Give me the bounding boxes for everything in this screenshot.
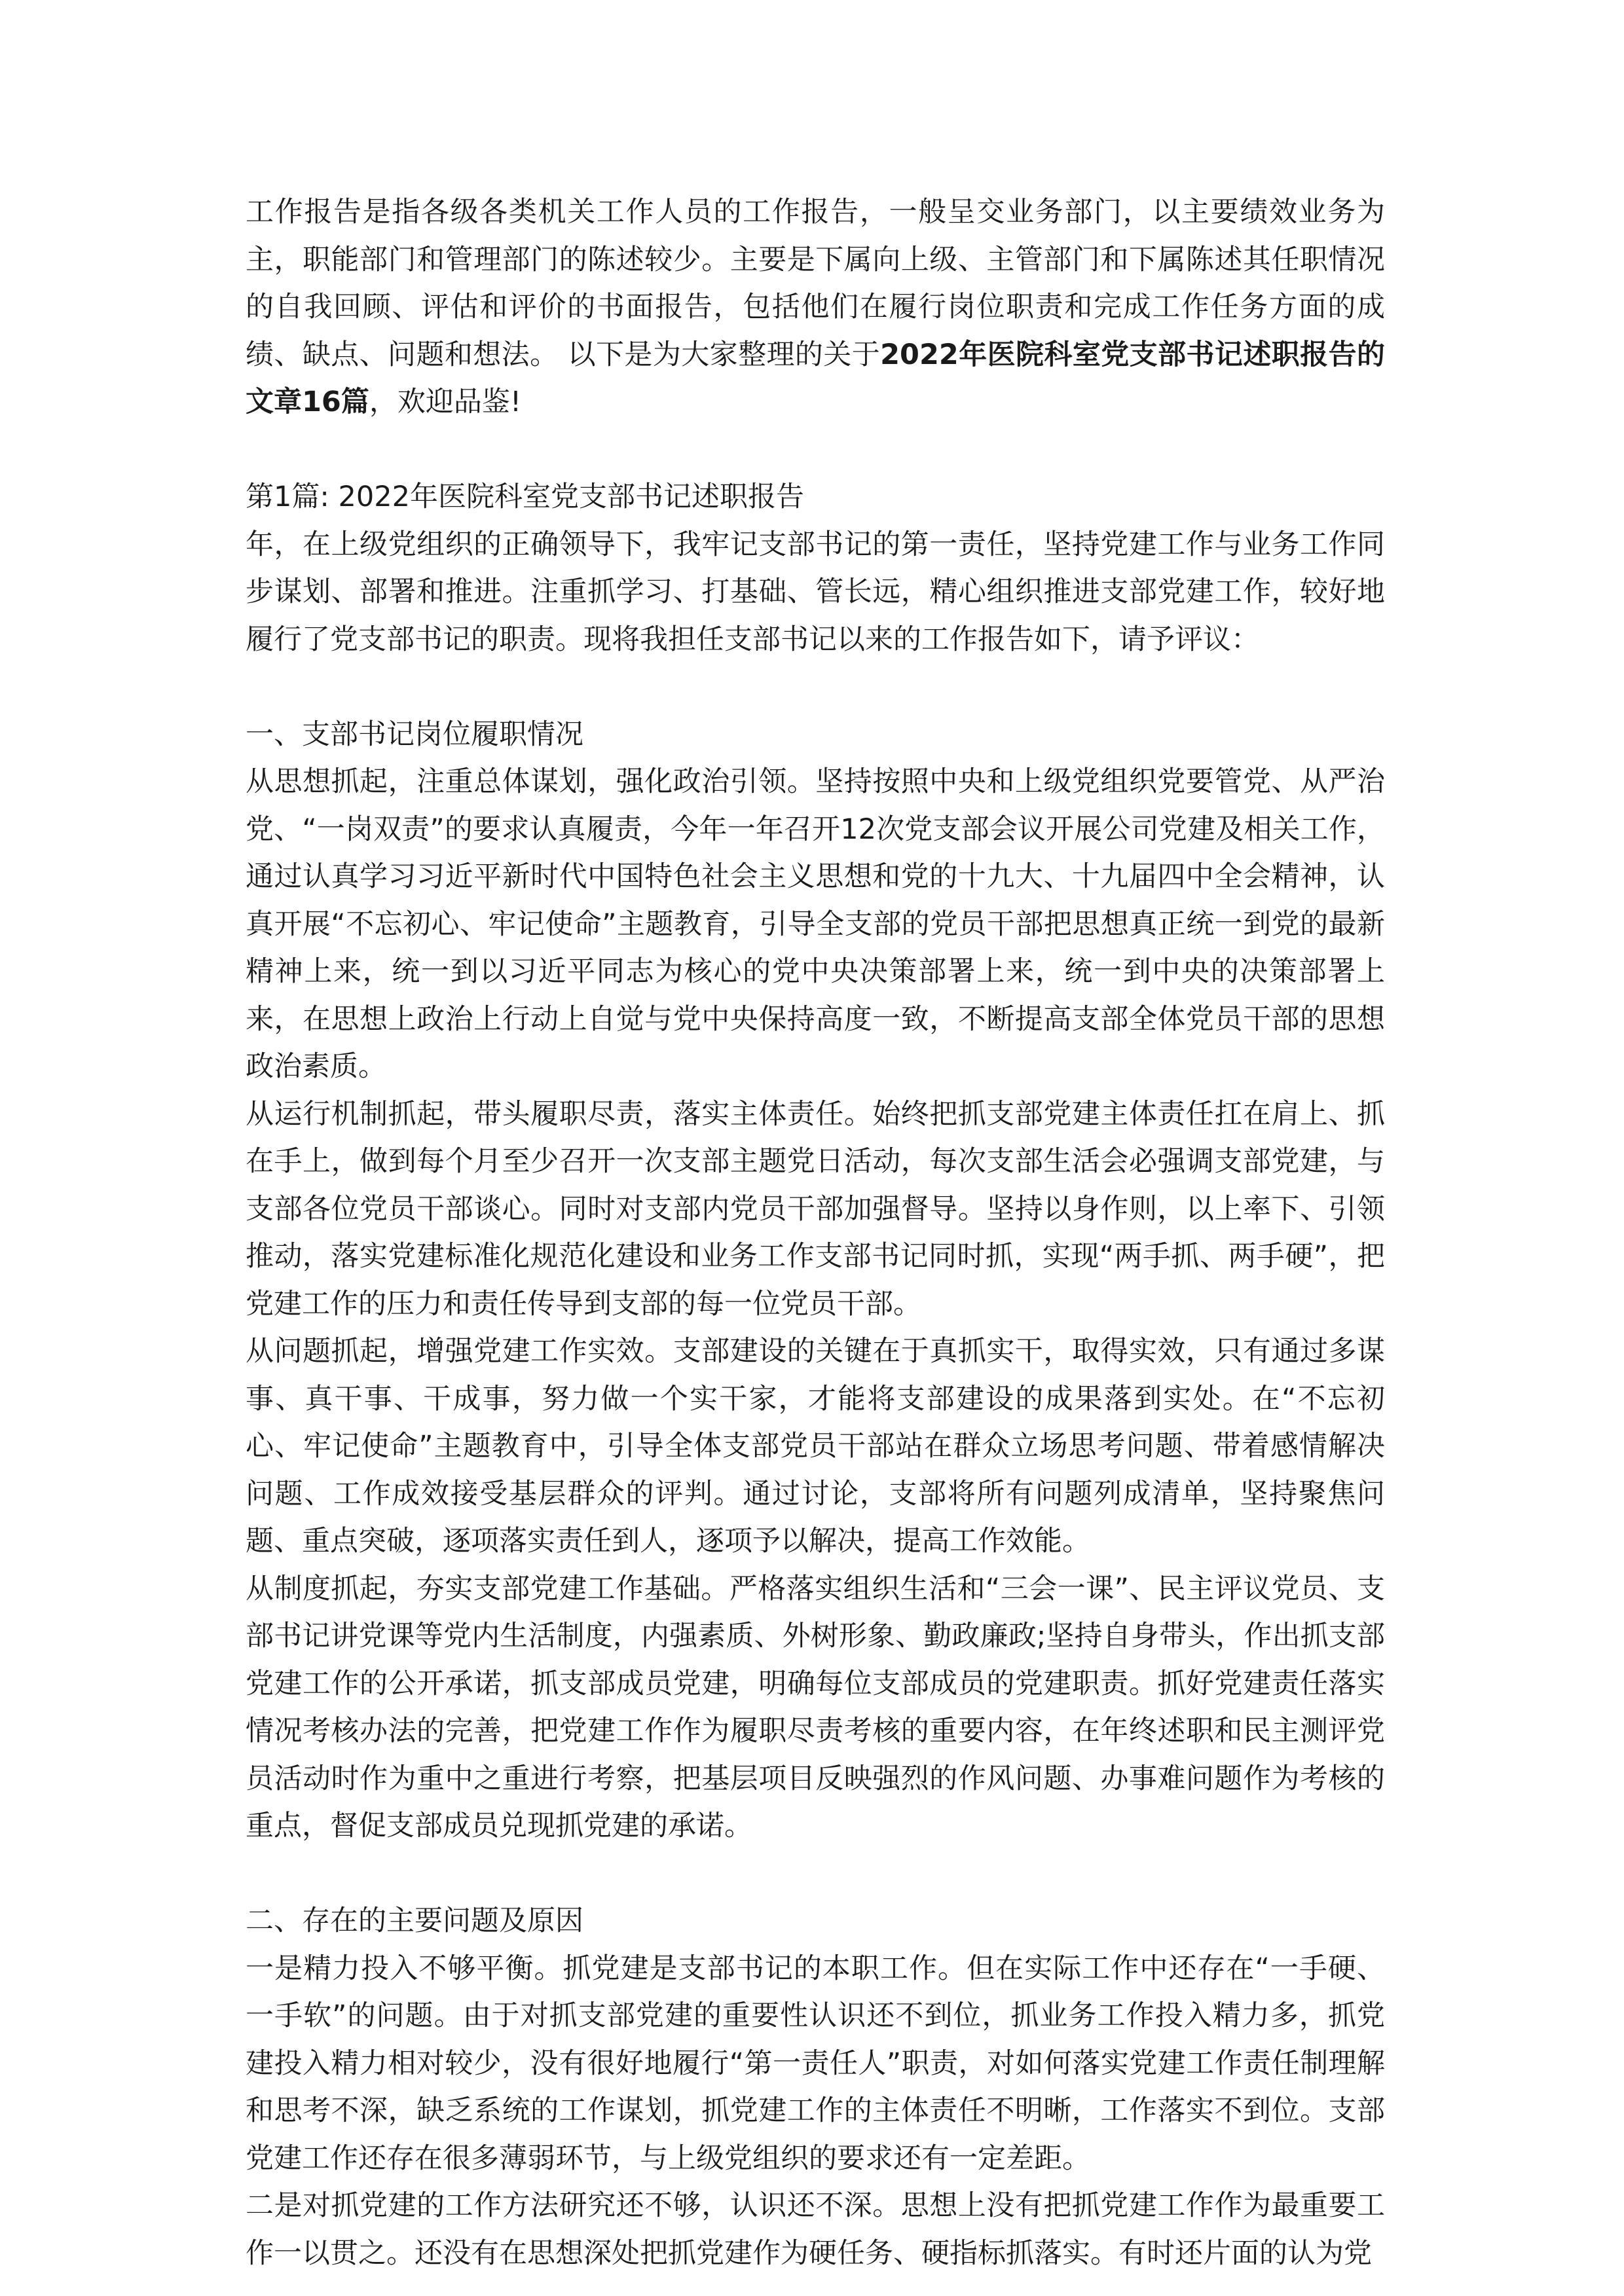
intro-bold-text: 2022年医院科室党支部书记述职报告的文章16篇 <box>246 338 1385 418</box>
section-heading-2: 二、存在的主要问题及原因 <box>246 1904 583 1937</box>
section-heading-1: 一、支部书记岗位履职情况 <box>246 718 583 751</box>
blank-line <box>246 663 1385 711</box>
section1-paragraph: 从问题抓起，增强党建工作实效。支部建设的关键在于真抓实干，取得实效，只有通过多谋事、真干事、干成事，努力做一个实干家，才能将支部建设的成果落到实处。在“不忘初心、牢记使命”主题教育中，引导全体支部党员干部站在群众立场思考问题、带着感情解决问题、工作成效接受基层群众的评判。通过讨论，支部将所有问题列成清单，坚持聚焦问题、重点突破，逐项落实责任到人，逐项予以解决，提高工作效能。 <box>246 1335 1385 1558</box>
blank-line <box>246 426 1385 474</box>
article-lead-paragraph: 年，在上级党组织的正确领导下，我牢记支部书记的第一责任，坚持党建工作与业务工作同步谋划、部署和推进。注重抓学习、打基础、管长远，精心组织推进支部党建工作，较好地履行了党支部书记的职责。现将我担任支部书记以来的工作报告如下，请予评议： <box>246 528 1385 656</box>
article-title: 第1篇: 2022年医院科室党支部书记述职报告 <box>246 481 804 513</box>
section2-paragraph: 一是精力投入不够平衡。抓党建是支部书记的本职工作。但在实际工作中还存在“一手硬、一手软”的问题。由于对抓支部党建的重要性认识还不到位，抓业务工作投入精力多，抓党建投入精力相对较少，没有很好地履行“第一责任人”职责，对如何落实党建工作责任制理解和思考不深，缺乏系统的工作谋划，抓党建工作的主体责任不明晰，工作落实不到位。支部党建工作还存在很多薄弱环节，与上级党组织的要求还有一定差距。 <box>246 1952 1385 2175</box>
blank-line <box>246 1850 1385 1898</box>
section1-paragraph: 从运行机制抓起，带头履职尽责，落实主体责任。始终把抓支部党建主体责任扛在肩上、抓在手上，做到每个月至少召开一次支部主题党日活动，每次支部生活会必强调支部党建，与支部各位党员干部谈心。同时对支部内党员干部加强督导。坚持以身作则，以上率下、引领推动，落实党建标准化规范化建设和业务工作支部书记同时抓，实现“两手抓、两手硬”，把党建工作的压力和责任传导到支部的每一位党员干部。 <box>246 1097 1385 1321</box>
intro-paragraph <box>246 189 1385 426</box>
section1-paragraph: 从制度抓起，夯实支部党建工作基础。严格落实组织生活和“三会一课”、民主评议党员、支部书记讲党课等党内生活制度，内强素质、外树形象、勤政廉政;坚持自身带头，作出抓支部党建工作的公开承诺，抓支部成员党建，明确每位支部成员的党建职责。抓好党建责任落实情况考核办法的完善，把党建工作作为履职尽责考核的重要内容，在年终述职和民主测评党员活动时作为重中之重进行考察，把基层项目反映强烈的作风问题、办事难问题作为考核的重点，督促支部成员兑现抓党建的承诺。 <box>246 1572 1385 1842</box>
section1-paragraph: 从思想抓起，注重总体谋划，强化政治引领。坚持按照中央和上级党组织党要管党、从严治党、“一岗双责”的要求认真履责，今年一年召开12次党支部会议开展公司党建及相关工作，通过认真学习习近平新时代中国特色社会主义思想和党的十九大、十九届四中全会精神，认真开展“不忘初心、牢记使命”主题教育，引导全支部的党员干部把思想真正统一到党的最新精神上来，统一到以习近平同志为核心的党中央决策部署上来，统一到中央的决策部署上来，在思想上政治上行动上自觉与党中央保持高度一致，不断提高支部全体党员干部的思想政治素质。 <box>246 765 1385 1083</box>
intro-tail-text: ，欢迎品鉴! <box>369 386 522 418</box>
intro-text: 工作报告是指各级各类机关工作人员的工作报告，一般呈交业务部门，以主要绩效业务为主，职能部门和管理部门的陈述较少。主要是下属向上级、主管部门和下属陈述其任职情况的自我回顾、评估和评价的书面报告，包括他们在履行岗位职责和完成工作任务方面的成绩、缺点、问题和想法。 以下是为大家整理的关于 <box>246 196 1385 371</box>
document-page <box>246 189 1385 2277</box>
section2-paragraph: 二是对抓党建的工作方法研究还不够，认识还不深。思想上没有把抓党建工作作为最重要工作一以贯之。还没有在思想深处把抓党建作为硬任务、硬指标抓落实。有时还片面的认为党 <box>246 2189 1385 2270</box>
